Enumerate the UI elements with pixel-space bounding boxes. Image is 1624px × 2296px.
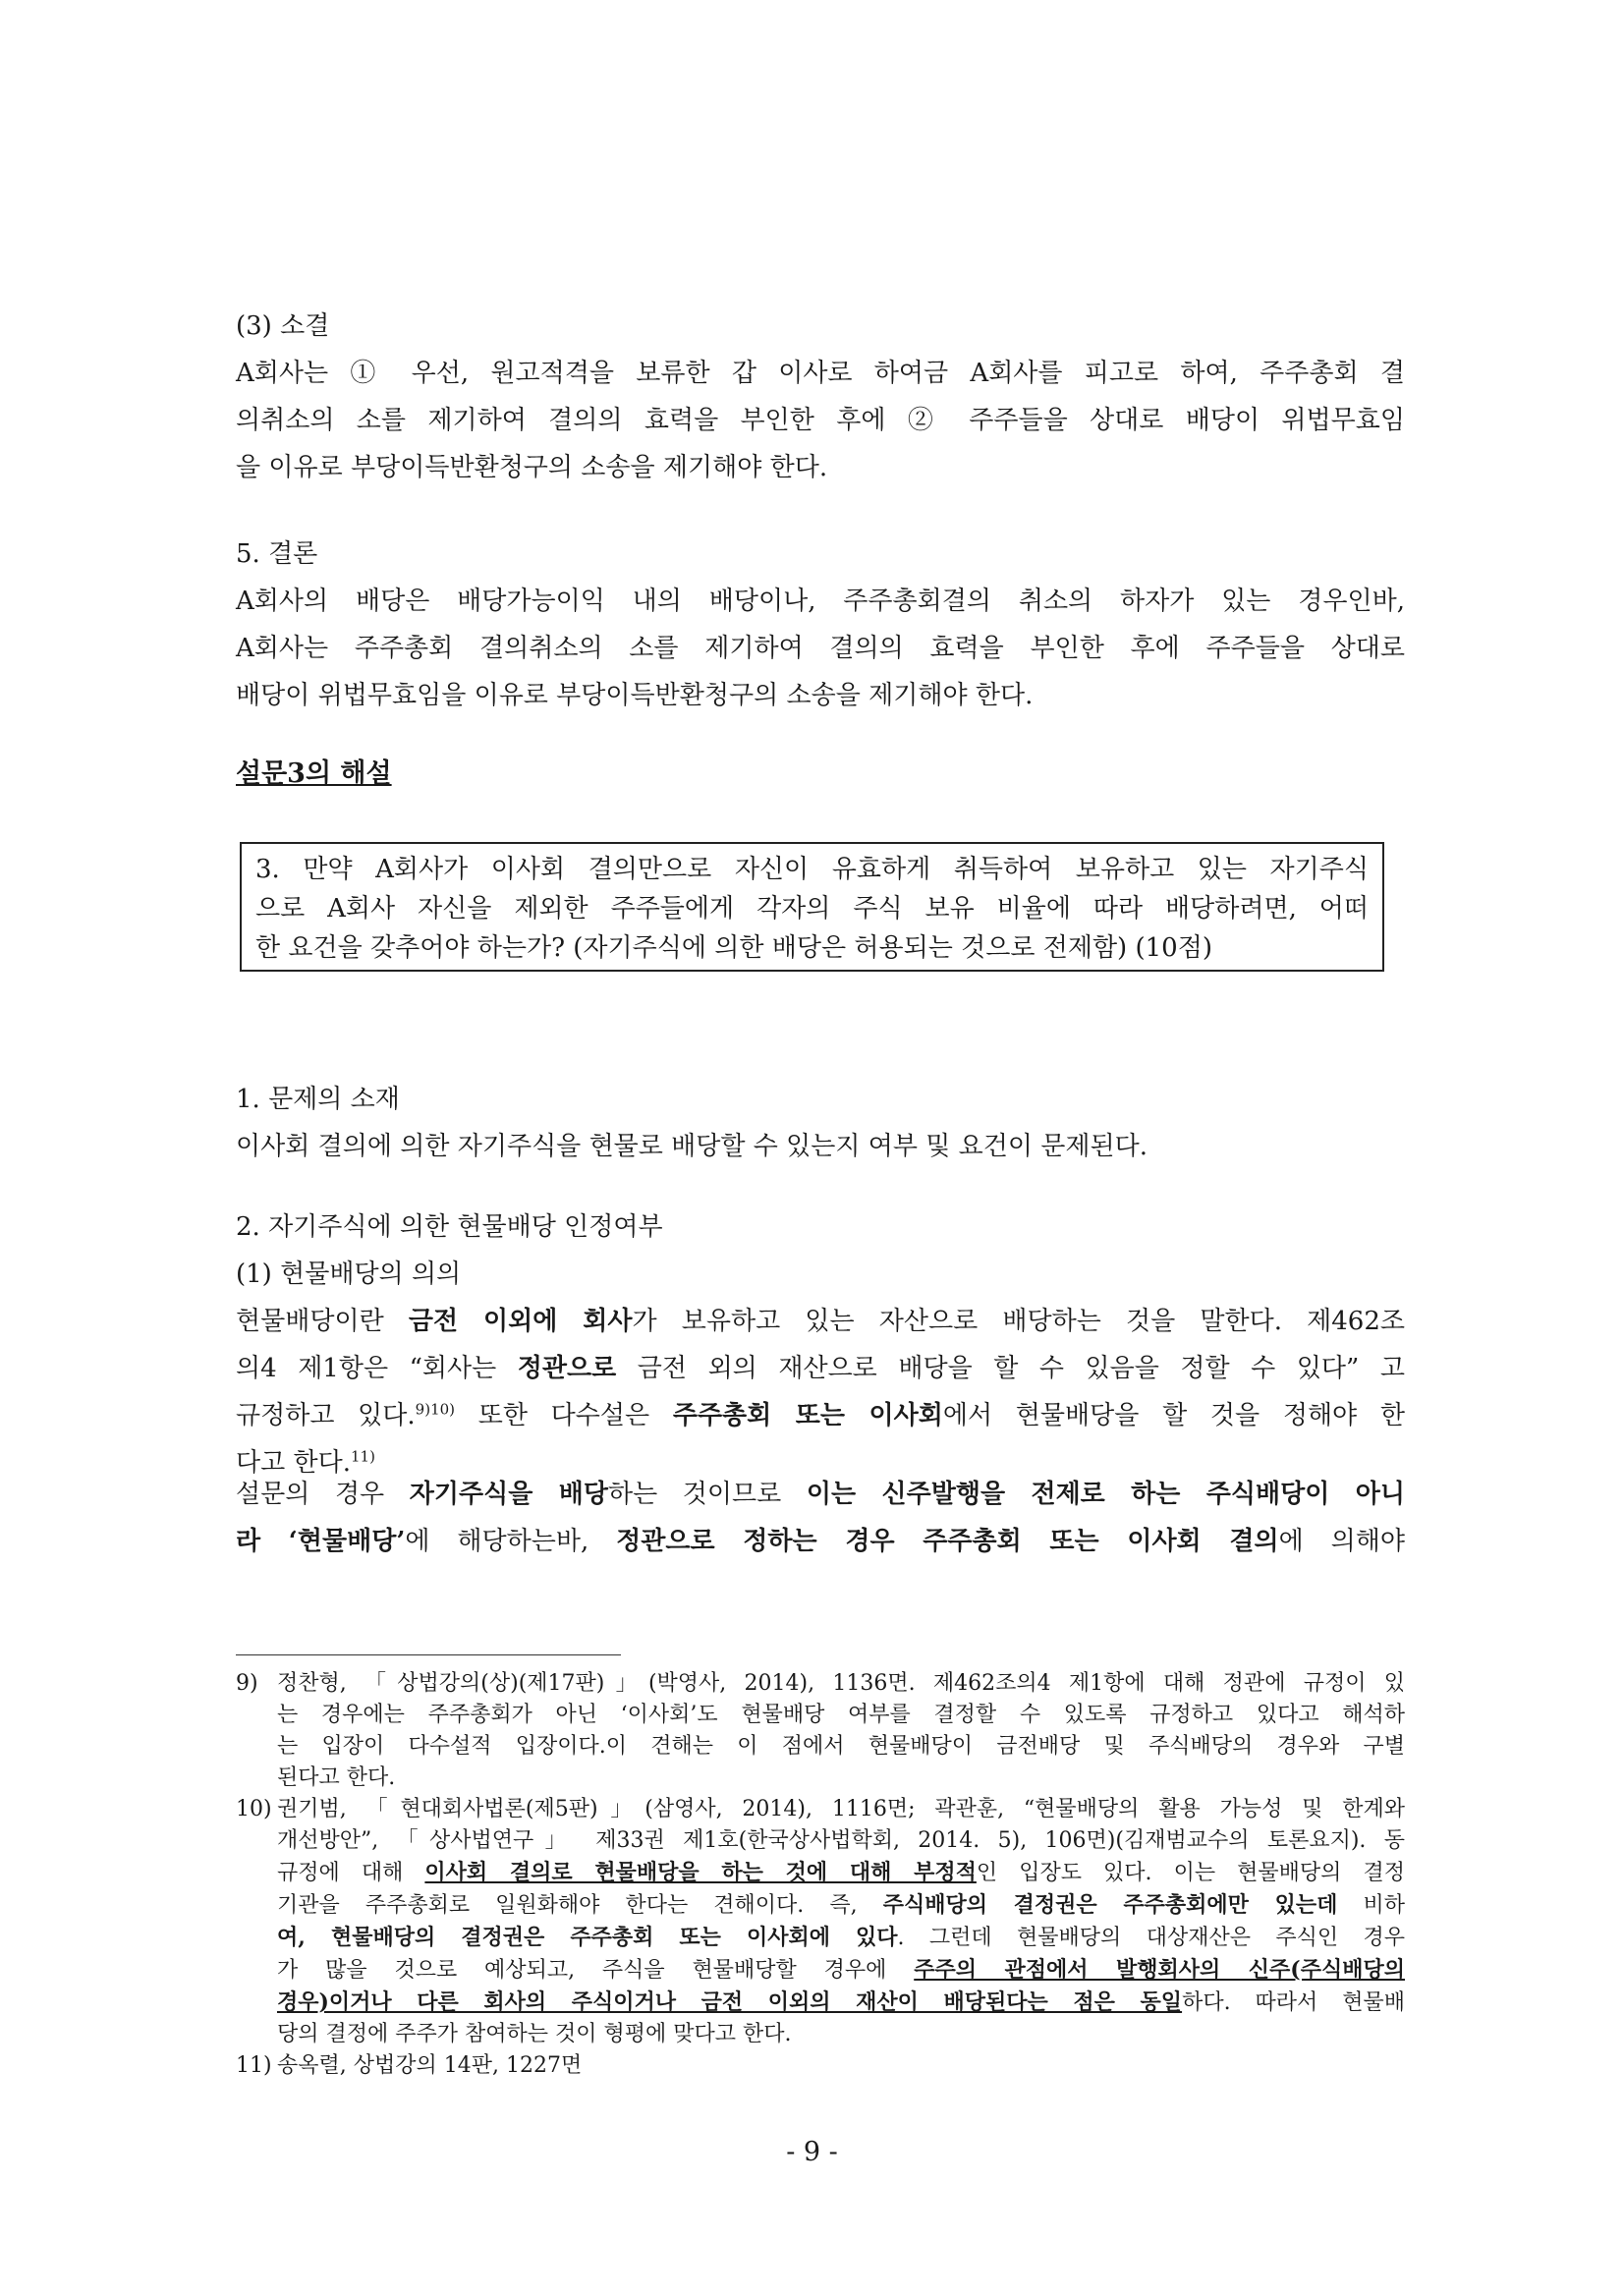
- section-issue: [236, 1076, 1405, 1170]
- footnote-9: 9) 정찬형, 「상법강의(상)(제17판)」(박영사, 2014), 1136면. 제462조의4 제1항에 대해 정관에 규정이 있 는 경우에는 주주총회가 아닌 ‘이사회’도 현물배당 여부를 결정할 수 있도록 규정하고 있다고 해석하 는 입장이 다수설적 입장이다.이 견해는 이 점에서 현물배당이 금전배당 및 주식배당의 경우와 구별 된다고 한다.: [236, 1671, 1405, 1790]
- paragraph-line: A회사는 ① 우선, 원고적격을 보류한 갑 이사로 하여금 A회사를 피고로 하여, 주주총회 결: [236, 359, 1405, 388]
- paragraph-line: 현물배당이란 금전 이외에 회사가 보유하고 있는 자산으로 배당하는 것을 말한다. 제462조: [236, 1307, 1405, 1336]
- paragraph-line: 규정하고 있다.$^{9)10)}$ 또한 다수설은 주주총회 또는 이사회에서 현물배당을 할 것을 정해야 한: [236, 1400, 1405, 1430]
- footnote-ref[interactable]: 11): [351, 1447, 375, 1466]
- footnote-10: 10) 권기범, 「현대회사법론(제5판)」(삼영사, 2014), 1116면; 곽관훈, “현물배당의 활용 가능성 및 한계와 개선방안”, 「상사법연구」 제33권 제1호(한국상사법학회, 2014. 5), 106면)(김재범교수의 토론요지). 동 규정에 대해 이사회 결의로 현물배당을 하는 것에 대해 부정적인 입장도 있다. 이는 현물배당의 결정 기관을 주주총회로 일원화해야 한다는 견해이다. 즉, 주식배당의 결정권은 주주총회에만 있는데 비하 여, 현물배당의 결정권은 주주총회 또는 이사회에 있다. 그런데 현물배당의 대상재산은 주식인 경우 가 많을 것으로 예상되고, 주식을 현물배당할 경우에 주주의 관점에서 발행회사의 신주(주식배당의 경우)이거나 다른 회사의 주식이거나 금전 이외의 재산이 배당된다는 점은 동일하다. 따라서 현물배 당의 결정에 주주가 참여하는 것이 형평에 맞다고 한다.: [236, 1797, 1406, 2046]
- footnote-ref[interactable]: 9)10): [415, 1400, 456, 1419]
- section-conclusion: [236, 531, 1405, 719]
- footnotes: [236, 1668, 1405, 2082]
- section-heading: 2. 자기주식에 의한 현물배당 인정여부: [236, 1212, 663, 1242]
- question3-box: [240, 842, 1384, 972]
- paragraph-line: 라 ‘현물배당’에 해당하는바, 정관으로 정하는 경우 주주총회 또는 이사회 결의에 의해야: [236, 1527, 1405, 1556]
- paragraph-line: 다고 한다.$^{11)}$: [236, 1447, 375, 1478]
- subsection-heading: (3) 소결: [236, 311, 330, 341]
- question3-title: 설문3의 해설: [236, 758, 392, 789]
- paragraph-line: 의취소의 소를 제기하여 결의의 효력을 부인한 후에 ② 주주들을 상대로 배당이 위법무효임: [236, 406, 1405, 435]
- section-in-kind-dividend: [236, 1204, 1405, 1486]
- case-application-paragraph: [236, 1471, 1405, 1565]
- paragraph-line: 배당이 위법무효임을 이유로 부당이득반환청구의 소송을 제기해야 한다.: [236, 681, 1034, 710]
- question-line: 한 요건을 갖추어야 하는가? (자기주식에 의한 배당은 허용되는 것으로 전제함) (10점): [255, 933, 1212, 963]
- paragraph-line: 이사회 결의에 의한 자기주식을 현물로 배당할 수 있는지 여부 및 요건이 문제된다.: [236, 1132, 1148, 1161]
- paragraph-line: 의4 제1항은 “회사는 정관으로 금전 외의 재산으로 배당을 할 수 있음을 정할 수 있다” 고: [236, 1354, 1405, 1383]
- section-heading: 1. 문제의 소재: [236, 1085, 400, 1114]
- question-line: 으로 A회사 자신을 제외한 주주들에게 각자의 주식 보유 비율에 따라 배당하려면, 어떠: [255, 894, 1369, 924]
- page-number: - 9 -: [786, 2137, 838, 2167]
- footnote-11: 11) 송옥렬, 상법강의 14판, 1227면: [236, 2053, 583, 2078]
- subsection-conclusion-3: [236, 303, 1405, 491]
- paragraph-line: A회사의 배당은 배당가능이익 내의 배당이나, 주주총회결의 취소의 하자가 있는 경우인바,: [236, 587, 1405, 616]
- question3-title-block: [236, 751, 1405, 798]
- paragraph-line: 설문의 경우 자기주식을 배당하는 것이므로 이는 신주발행을 전제로 하는 주식배당이 아니: [236, 1480, 1405, 1509]
- paragraph-line: A회사는 주주총회 결의취소의 소를 제기하여 결의의 효력을 부인한 후에 주주들을 상대로: [236, 634, 1405, 663]
- question-line: 3. 만약 A회사가 이사회 결의만으로 자신이 유효하게 취득하여 보유하고 있는 자기주식: [255, 855, 1369, 884]
- paragraph-line: 을 이유로 부당이득반환청구의 소송을 제기해야 한다.: [236, 453, 828, 482]
- footnote-separator: [236, 1654, 621, 1655]
- section-heading: 5. 결론: [236, 539, 318, 569]
- subsection-heading: (1) 현물배당의 의의: [236, 1260, 462, 1289]
